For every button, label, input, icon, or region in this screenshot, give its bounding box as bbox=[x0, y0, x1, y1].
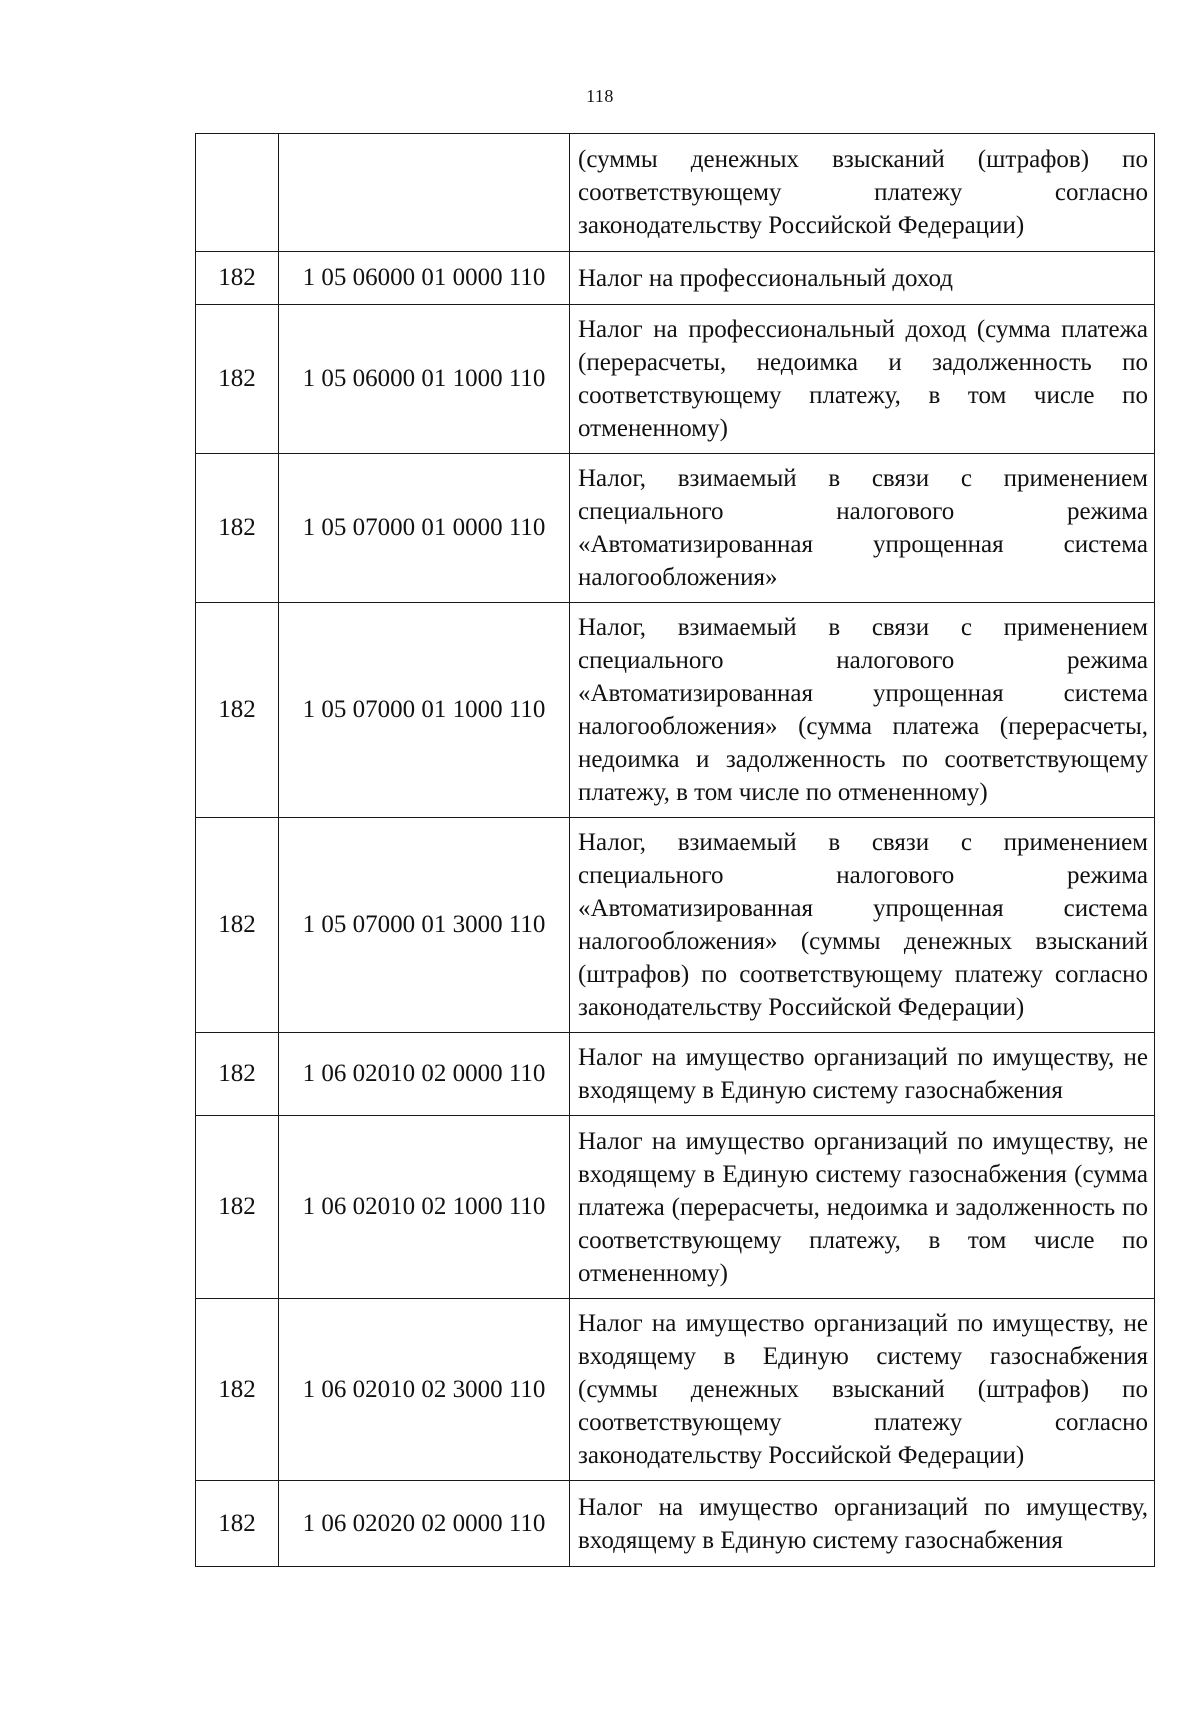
table-row bbox=[196, 1299, 1155, 1481]
table-row bbox=[196, 1033, 1155, 1116]
budget-codes-table bbox=[195, 133, 1155, 1567]
admin-code-cell: 182 bbox=[196, 1481, 279, 1567]
income-name-cell: Налог на имущество организаций по имуществу, входящему в Единую систему газоснабжения bbox=[570, 1481, 1155, 1567]
income-name-cell: Налог, взимаемый в связи с применением специального налогового режима «Автоматизированная упрощенная система налогообложения» (суммы денежных взысканий (штрафов) по соответствующему платежу согласно законодательству Российской Федерации) bbox=[570, 818, 1155, 1033]
budget-code-cell bbox=[279, 134, 570, 252]
admin-code-cell: 182 bbox=[196, 252, 279, 305]
income-name-cell: Налог на имущество организаций по имуществу, не входящему в Единую систему газоснабжения (суммы денежных взысканий (штрафов) по соответствующему платежу согласно законодательству Российской Федерации) bbox=[570, 1299, 1155, 1481]
budget-code-cell: 1 06 02010 02 1000 110 bbox=[279, 1116, 570, 1299]
budget-code-cell: 1 06 02010 02 0000 110 bbox=[279, 1033, 570, 1116]
income-name-cell: Налог, взимаемый в связи с применением специального налогового режима «Автоматизированная упрощенная система налогообложения» bbox=[570, 454, 1155, 603]
admin-code-cell: 182 bbox=[196, 1299, 279, 1481]
admin-code-cell: 182 bbox=[196, 454, 279, 603]
table-row bbox=[196, 1116, 1155, 1299]
budget-code-cell: 1 05 06000 01 0000 110 bbox=[279, 252, 570, 305]
table-row bbox=[196, 305, 1155, 454]
budget-code-cell: 1 06 02020 02 0000 110 bbox=[279, 1481, 570, 1567]
table-row bbox=[196, 1481, 1155, 1567]
budget-code-cell: 1 05 07000 01 0000 110 bbox=[279, 454, 570, 603]
income-name-cell: Налог на имущество организаций по имуществу, не входящему в Единую систему газоснабжения bbox=[570, 1033, 1155, 1116]
income-name-cell: Налог на профессиональный доход (сумма платежа (перерасчеты, недоимка и задолженность по соответствующему платежу, в том числе по отмененному) bbox=[570, 305, 1155, 454]
table-row bbox=[196, 603, 1155, 818]
admin-code-cell: 182 bbox=[196, 1116, 279, 1299]
admin-code-cell: 182 bbox=[196, 603, 279, 818]
admin-code-cell: 182 bbox=[196, 305, 279, 454]
table-row bbox=[196, 454, 1155, 603]
budget-code-cell: 1 05 07000 01 1000 110 bbox=[279, 603, 570, 818]
page-number: 118 bbox=[586, 86, 614, 106]
income-name-cell: Налог, взимаемый в связи с применением специального налогового режима «Автоматизированная упрощенная система налогообложения» (сумма платежа (перерасчеты, недоимка и задолженность по соответствующему платежу, в том числе по отмененному) bbox=[570, 603, 1155, 818]
budget-code-cell: 1 06 02010 02 3000 110 bbox=[279, 1299, 570, 1481]
admin-code-cell bbox=[196, 134, 279, 252]
income-name-cell: Налог на имущество организаций по имуществу, не входящему в Единую систему газоснабжения (сумма платежа (перерасчеты, недоимка и задолженность по соответствующему платежу, в том числе по отмененному) bbox=[570, 1116, 1155, 1299]
income-name-cell: Налог на профессиональный доход bbox=[570, 252, 1155, 305]
table-row bbox=[196, 818, 1155, 1033]
table-row bbox=[196, 252, 1155, 305]
admin-code-cell: 182 bbox=[196, 1033, 279, 1116]
budget-code-cell: 1 05 06000 01 1000 110 bbox=[279, 305, 570, 454]
admin-code-cell: 182 bbox=[196, 818, 279, 1033]
budget-code-cell: 1 05 07000 01 3000 110 bbox=[279, 818, 570, 1033]
table-row bbox=[196, 134, 1155, 252]
income-name-cell: (суммы денежных взысканий (штрафов) по соответствующему платежу согласно законодательству Российской Федерации) bbox=[570, 134, 1155, 252]
